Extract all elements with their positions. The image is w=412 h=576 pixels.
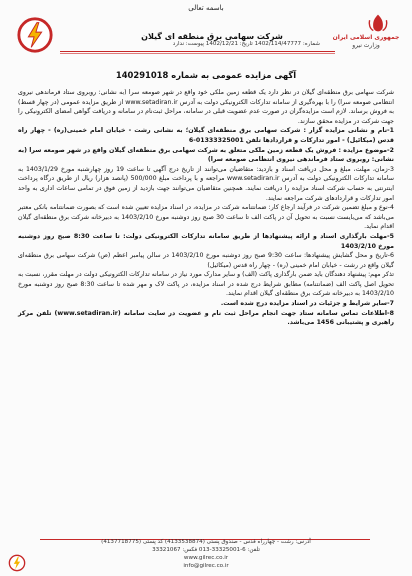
footer-address: آدرس: رشت - چهارراه قدس - صندوق پستی (4133538874) کد پستی (4137718775) [101, 539, 311, 545]
section-7: 7-سایر شرایط و جزئیات در اسناد مزایده درج شده است. [220, 300, 394, 308]
gov-line2: وزارت نیرو [352, 42, 380, 49]
important-note: تذکر مهم: پیشنهاد دهندگان باید ضمن بارگذاری پاکت (الف) و سایر مدارک مورد نیاز در سامانه تدارکات الکترونیکی دولت در مهلت مقرر، نسبت به تحویل اصل پاکت الف (ضمانتنامه) مطابق شرایط درج شده در اسناد مزایده، در پاکت لاک و مهر شده تا ساعت 8:30 صبح روز دوشنبه مورخ 1403/2/10 به دبیرخانه شرکت برق منطقه‌ای گیلان اقدام نمایند. [18, 271, 394, 298]
iran-emblem-icon [364, 12, 392, 34]
notice-title: آگهی مزایده عمومی به شماره 140291018 [115, 70, 297, 80]
intro-paragraph: شرکت سهامی برق منطقه‌ای گیلان در نظر دارد یک قطعه زمین ملکی خود واقع در شهر صومعه سرا (به نشانی: روبروی ستاد فرماندهی نیروی انتظامی صومعه سرا) را با بهره‌گیری از سامانه تدارکات الکترونیکی دولت به آدرس www.setadiran.ir از طریق مزایده عمومی (در چهار قسط) به فروش برساند. لازم است مزایده‌گران در صورت عدم عضویت قبلی در سامانه، مراحل ثبت‌نام در سامانه و دریافت گواهی امضای الکترونیکی را جهت شرکت در مزایده محقق سازند. [18, 89, 394, 125]
section-5: 5-مهلت بارگذاری اسناد و ارائه پیشنهادها از طریق سامانه تدارکات الکترونیکی دولت: تا ساعت 8:30 صبح روز دوشنبه مورخ 1403/2/10 [18, 232, 394, 250]
bismillah: باسمه تعالی [188, 4, 224, 12]
footer-phone: تلفن: 6-33325001-013 فکس: 33321067 [152, 547, 260, 553]
header-rule [60, 51, 335, 52]
footer [0, 538, 412, 570]
section-1: 1-نام و نشانی مزایده گزار : شرکت سهامی برق منطقه‌ای گیلان؛ به نشانی رشت - خیابان امام خمینی(ره) - چهار راه قدس (میکائیل) - امور تدارکات و قراردادها تلفن 01333325001-6 [18, 127, 394, 144]
section-2: 2-موضوع مزایده : فروش یک قطعه زمین ملکی متعلق به شرکت سهامی برق منطقه‌ای گیلان واقع در شهر صومعه سرا (به نشانی: روبروی ستاد فرماندهی نیروی انتظامی صومعه سرا) [18, 146, 394, 164]
section-8: 8-اطلاعات تماس سامانه ستاد جهت انجام مراحل ثبت نام و عضویت در سایت سامانه (www.setadiran.ir) تلفن مرکز راهبری و پشتیبانی 1456 می‌باشد. [18, 309, 394, 327]
notice-body [18, 88, 394, 328]
section-6: 6-تاریخ و محل گشایش پیشنهادها: ساعت 9:30 صبح روز دوشنبه مورخ 1403/2/10 در سالن پیامبر اعظم (ص) شرکت سهامی برق منطقه‌ای گیلان واقع در رشت - خیابان امام خمینی (ره) - چهار راه قدس (میکائیل) [18, 252, 394, 269]
letter-meta: شماره: 1402/114/47777 تاریخ: 1402/12/21 پیوست: ندارد [172, 41, 320, 47]
company-logo-icon [16, 16, 54, 54]
section-3: 3-زمان، مهلت، مبلغ و محل دریافت اسناد و بازدید: متقاضیان می‌توانند از تاریخ درج آگهی تا ساعت 19 روز چهارشنبه مورخ 1403/1/29 به سامانه تدارکات الکترونیکی دولت به آدرس www.setadiran.ir مراجعه و با پرداخت مبلغ 500/000 (پانصد هزار) ریال از طریق درگاه پرداخت اینترنتی به حساب شرکت اسناد مزایده را دریافت نمایند. همچنین متقاضیان می‌توانند جهت بازدید از زمین فوق در تمامی ساعات اداری به واحد امور تدارکات و قراردادهای شرکت مراجعه نمایند. [18, 165, 395, 202]
footer-email[interactable]: info@gilrec.co.ir [183, 563, 229, 569]
company-name: شرکت سهامی برق منطقه ای گیلان [141, 32, 283, 41]
footer-website[interactable]: www.gilrec.co.ir [183, 555, 229, 561]
section-4: 4-نوع و مبلغ تضمین شرکت در فرآیند ارجاع کار: ضمانتنامه شرکت در مزایده، در اسناد مزایده تعیین شده است که بصورت ضمانتنامه بانکی معتبر می‌باشد که می‌بایست نسبت به تحویل آن در پاکت الف تا ساعت 30 صبح روز دوشنبه مورخ 1403/2/10 به دبیرخانه شرکت برق منطقه‌ای گیلان اقدام نماید. [18, 204, 395, 231]
header-rule-thin [60, 53, 335, 54]
gov-line1: جمهوری اسلامی ایران [332, 34, 400, 41]
government-label [330, 34, 402, 50]
letterhead [10, 10, 402, 60]
